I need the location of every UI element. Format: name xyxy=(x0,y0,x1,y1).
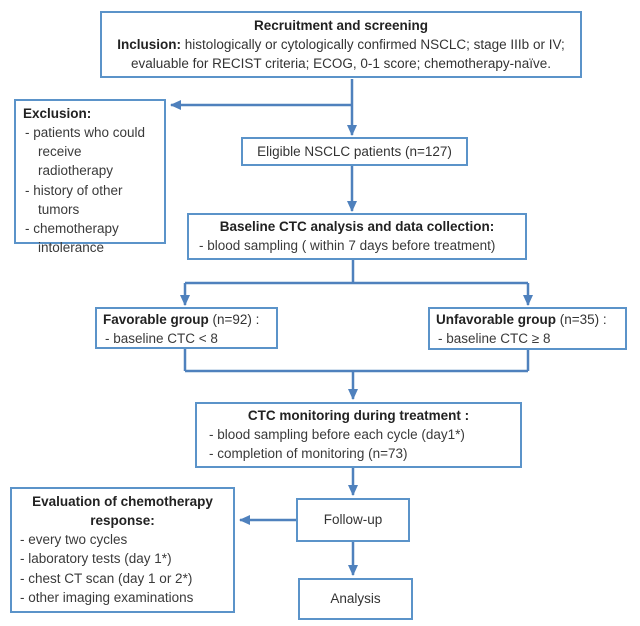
ctc-monitoring-box xyxy=(195,402,522,468)
followup-label: Follow-up xyxy=(323,512,383,528)
ctc-monitoring-item: - completion of monitoring (n=73) xyxy=(209,446,408,462)
baseline-ctc-title: Baseline CTC analysis and data collection: xyxy=(219,219,495,234)
favorable-group-title xyxy=(103,310,270,329)
evaluation-item: - chest CT scan (day 1 or 2*) xyxy=(20,570,193,586)
favorable-group-box xyxy=(95,307,278,349)
analysis-box xyxy=(298,578,413,620)
favorable-group-name: Favorable group xyxy=(103,312,209,327)
recruitment-box xyxy=(100,11,582,78)
baseline-ctc-item: - blood sampling ( within 7 days before treatment) xyxy=(199,238,496,254)
ctc-monitoring-title: CTC monitoring during treatment : xyxy=(247,408,470,423)
unfavorable-group-name: Unfavorable group xyxy=(436,312,557,327)
unfavorable-group-title xyxy=(436,310,619,329)
evaluation-item: - every two cycles xyxy=(20,532,128,548)
evaluation-box xyxy=(10,487,235,613)
favorable-group-item: - baseline CTC < 8 xyxy=(105,331,218,347)
inclusion-criteria-text xyxy=(110,35,572,73)
followup-box xyxy=(296,498,410,542)
eligible-patients-label: Eligible NSCLC patients (n=127) xyxy=(257,143,452,159)
ctc-monitoring-item: - blood sampling before each cycle (day1*) xyxy=(209,427,465,443)
unfavorable-group-box xyxy=(428,307,627,350)
unfavorable-group-count: (n=35) : xyxy=(556,312,607,327)
evaluation-item: - laboratory tests (day 1*) xyxy=(20,551,172,567)
inclusion-text: histologically or cytologically confirmed NSCLC; stage IIIb or IV; evaluable for RECIST criteria; ECOG, 0-1 score; chemotherapy-naïve. xyxy=(131,37,565,72)
exclusion-box xyxy=(14,99,166,256)
exclusion-item: - patients who could receive radiotherapy xyxy=(25,125,146,179)
baseline-ctc-box xyxy=(187,213,527,260)
eligible-patients-box xyxy=(241,137,468,166)
exclusion-title: Exclusion: xyxy=(23,106,92,121)
unfavorable-group-item: - baseline CTC ≥ 8 xyxy=(438,331,551,347)
analysis-label: Analysis xyxy=(330,591,381,607)
favorable-group-count: (n=92) : xyxy=(208,312,260,327)
recruitment-title: Recruitment and screening xyxy=(253,18,429,33)
evaluation-item: - other imaging examinations xyxy=(20,589,194,605)
exclusion-item: - history of other tumors xyxy=(25,182,123,217)
exclusion-item: - chemotherapy intolerance xyxy=(25,220,119,256)
evaluation-title: Evaluation of chemotherapy response: xyxy=(32,494,213,529)
inclusion-label: Inclusion: xyxy=(117,37,182,53)
